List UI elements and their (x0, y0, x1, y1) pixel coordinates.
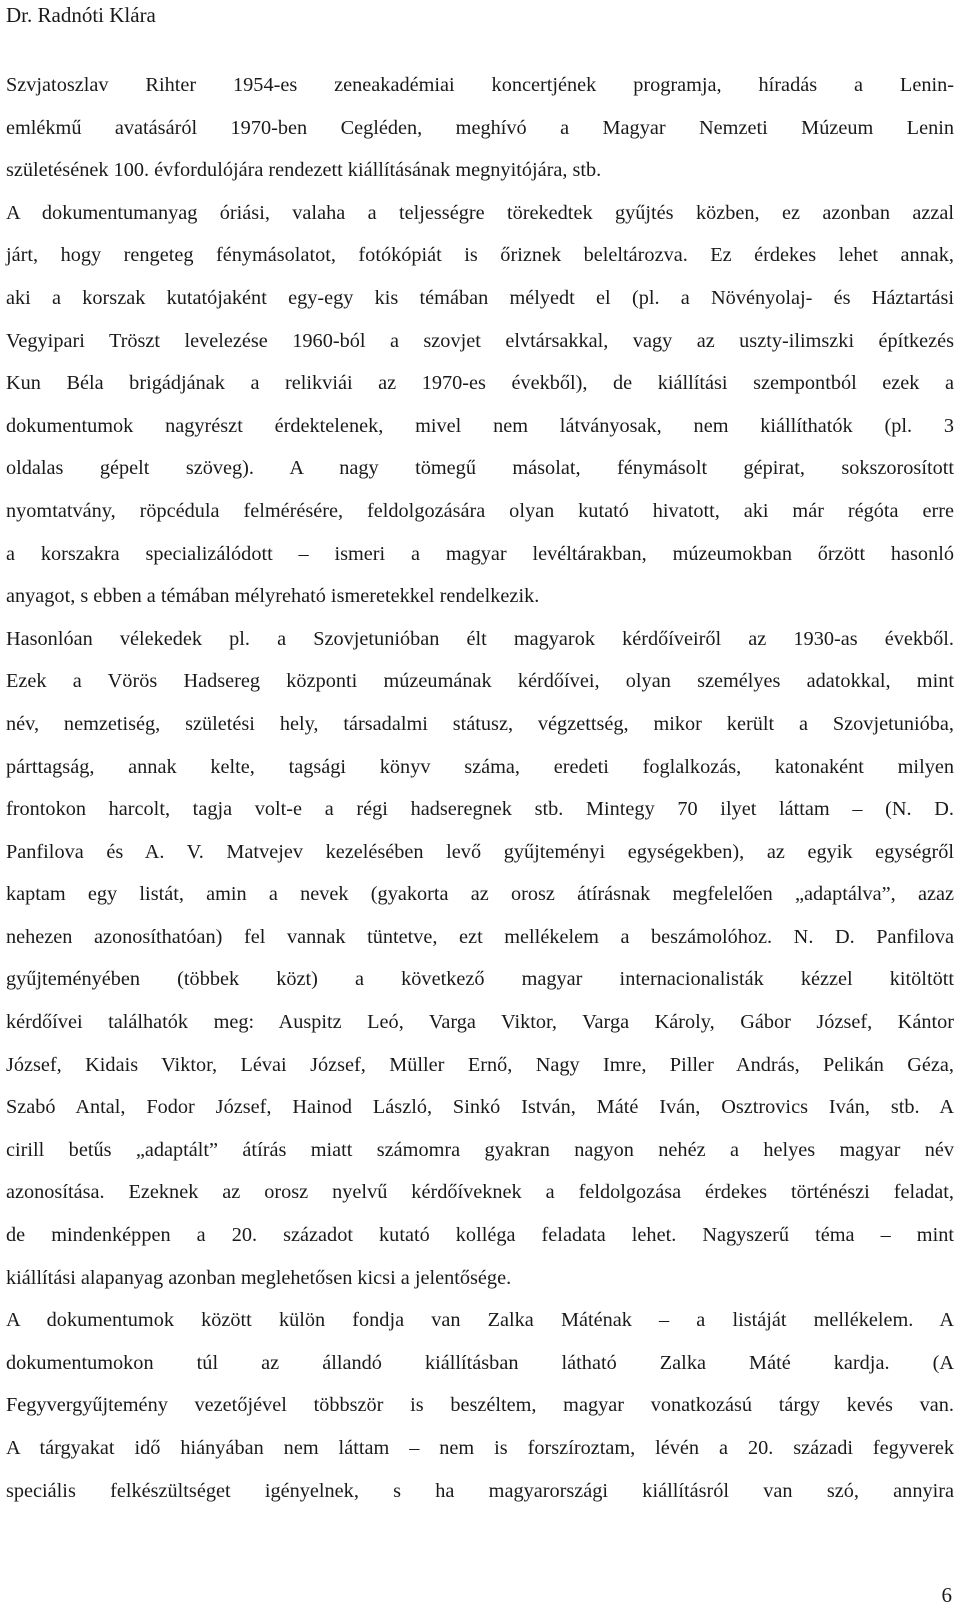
text-line: speciális felkészültséget igényelnek, s ha magyarországi kiállításról van szó, annyira (6, 1479, 954, 1502)
text-line: járt, hogy rengeteg fénymásolatot, fotókópiát is őriznek beleltározva. Ez érdekes lehet annak, (6, 244, 954, 267)
text-line: Kun Béla brigádjának a relikviái az 1970-es évekből), de kiállítási szempontból ezek a (6, 372, 954, 395)
text-line: de mindenképpen a 20. századot kutató kolléga feladata lehet. Nagyszerű téma – mint (6, 1224, 954, 1247)
text-line: párttagság, annak kelte, tagsági könyv száma, eredeti foglalkozás, katonaként milyen (6, 755, 954, 778)
text-line: Szvjatoszlav Rihter 1954-es zeneakadémiai koncertjének programja, híradás a Lenin- (6, 74, 954, 96)
text-line: anyagot, s ebben a témában mélyreható ismeretekkel rendelkezik. (6, 585, 540, 608)
text-line: József, Kidais Viktor, Lévai József, Müller Ernő, Nagy Imre, Piller András, Pelikán Géza, (6, 1053, 954, 1076)
text-line: Vegyipari Tröszt levelezése 1960-ból a szovjet elvtársakkal, vagy az uszty-ilimszki építkezés (6, 329, 954, 352)
text-line: Szabó Antal, Fodor József, Hainod László, Sinkó István, Máté Iván, Osztrovics Iván, stb. A (6, 1096, 954, 1119)
text-line: Fegyvergyűjtemény vezetőjével többször is beszéltem, magyar vonatkozású tárgy kevés van. (6, 1394, 954, 1417)
text-line: nehezen azonosíthatóan) fel vannak tüntetve, ezt mellékelem a beszámolóhoz. N. D. Panfilova (6, 925, 954, 948)
text-line: Ezek a Vörös Hadsereg központi múzeumának kérdőívei, olyan személyes adatokkal, mint (6, 670, 954, 693)
text-line: aki a korszak kutatójaként egy-egy kis témában mélyedt el (pl. a Növényolaj- és Háztartási (6, 286, 954, 309)
text-line: emlékmű avatásáról 1970-ben Cegléden, meghívó a Magyar Nemzeti Múzeum Lenin (6, 116, 954, 139)
text-line: születésének 100. évfordulójára rendezett kiállításának megnyitójára, stb. (6, 159, 602, 182)
text-line: kaptam egy listát, amin a nevek (gyakorta az orosz átírásnak megfelelően „adaptálva”, azaz (6, 883, 954, 906)
text-line: cirill betűs „adaptált” átírás miatt számomra gyakran nagyon nehéz a helyes magyar név (6, 1138, 954, 1161)
text-line: dokumentumok nagyrészt érdektelenek, mivel nem látványosak, nem kiállíthatók (pl. 3 (6, 414, 954, 437)
text-line: oldalas gépelt szöveg). A nagy tömegű másolat, fénymásolt gépirat, sokszorosított (6, 457, 954, 480)
text-line: frontokon harcolt, tagja volt-e a régi hadseregnek stb. Mintegy 70 ilyet láttam – (N. D. (6, 798, 954, 821)
text-line: A dokumentumok között külön fondja van Zalka Máténak – a listáját mellékelem. A (6, 1309, 954, 1332)
text-line: A tárgyakat idő hiányában nem láttam – nem is forszíroztam, lévén a 20. századi fegyverek (6, 1437, 954, 1459)
text-line: azonosítása. Ezeknek az orosz nyelvű kérdőíveknek a feldolgozása érdekes történészi feladat, (6, 1181, 954, 1204)
text-line: Panfilova és A. V. Matvejev kezelésében levő gyűjteményi egységekben), az egyik egységről (6, 840, 954, 863)
text-line: nyomtatvány, röpcédula felmérésére, feldolgozására olyan kutató hivatott, aki már régóta erre (6, 499, 954, 522)
text-line: Hasonlóan vélekedek pl. a Szovjetunióban élt magyarok kérdőíveiről az 1930-as évekből. (6, 627, 954, 650)
text-line: A dokumentumanyag óriási, valaha a teljességre törekedtek gyűjtés közben, ez azonban azzal (6, 201, 954, 224)
page-number: 6 (941, 1583, 952, 1607)
text-line: név, nemzetiség, születési hely, társadalmi státusz, végzettség, mikor került a Szovjetunióba, (6, 712, 954, 735)
text-line: dokumentumokon túl az állandó kiállításban látható Zalka Máté kardja. (A (6, 1351, 954, 1374)
text-line: gyűjteményében (többek közt) a következő magyar internacionalisták kézzel kitöltött (6, 968, 954, 991)
running-header-author: Dr. Radnóti Klára (6, 3, 156, 27)
body-text (6, 70, 954, 1518)
text-line: kérdőívei találhatók meg: Auspitz Leó, Varga Viktor, Varga Károly, Gábor József, Kántor (6, 1011, 954, 1034)
text-line: a korszakra specializálódott – ismeri a magyar levéltárakban, múzeumokban őrzött hasonló (6, 542, 954, 565)
text-line: kiállítási alapanyag azonban meglehetősen kicsi a jelentősége. (6, 1266, 512, 1289)
